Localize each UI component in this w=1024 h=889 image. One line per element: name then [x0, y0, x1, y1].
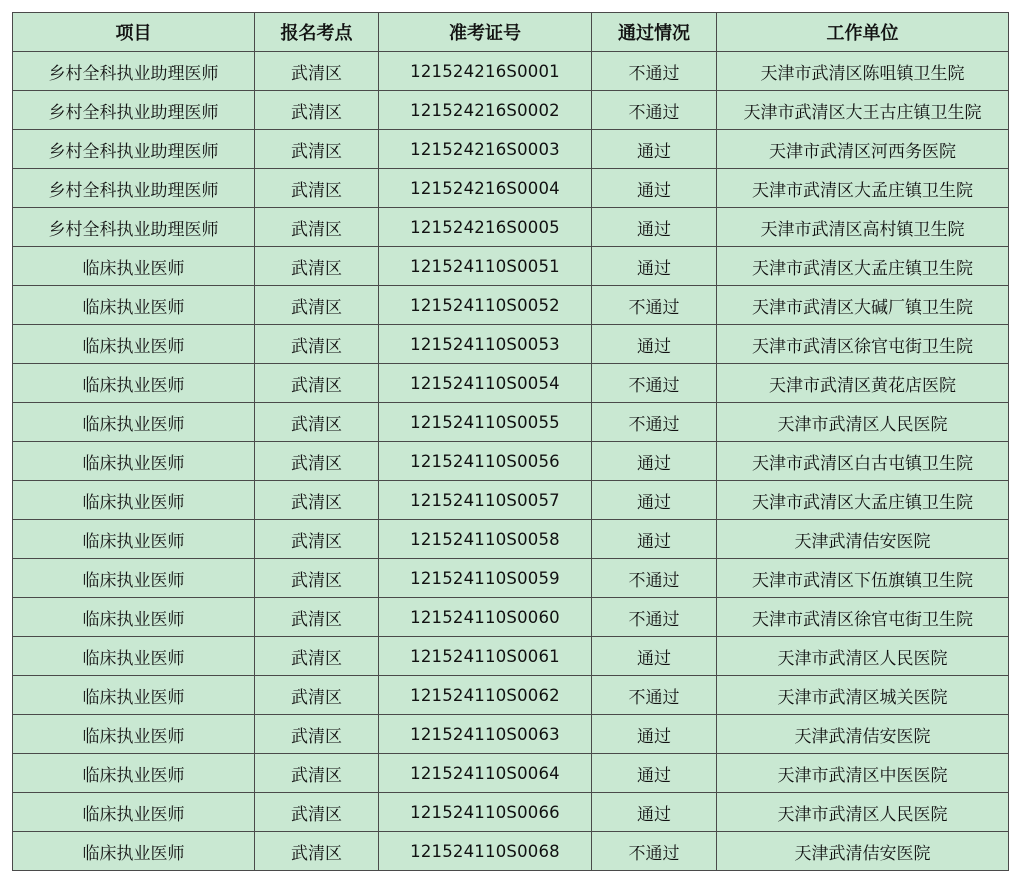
- cell-admission-number: 121524216S0001: [379, 52, 592, 91]
- cell-project: 临床执业医师: [13, 247, 255, 286]
- cell-project: 临床执业医师: [13, 598, 255, 637]
- table-row: [13, 364, 1009, 403]
- cell-pass-status: 不通过: [592, 598, 717, 637]
- cell-exam-site: 武清区: [255, 481, 379, 520]
- cell-project: 临床执业医师: [13, 754, 255, 793]
- table-row: [13, 676, 1009, 715]
- cell-exam-site: 武清区: [255, 754, 379, 793]
- cell-project: 临床执业医师: [13, 676, 255, 715]
- cell-work-unit: 天津市武清区河西务医院: [717, 130, 1009, 169]
- cell-pass-status: 通过: [592, 130, 717, 169]
- cell-admission-number: 121524110S0058: [379, 520, 592, 559]
- table-body: [13, 52, 1009, 871]
- cell-work-unit: 天津市武清区大孟庄镇卫生院: [717, 169, 1009, 208]
- cell-project: 临床执业医师: [13, 325, 255, 364]
- table-row: [13, 832, 1009, 871]
- exam-results-table: [12, 12, 1009, 871]
- table-row: [13, 91, 1009, 130]
- table-row: [13, 247, 1009, 286]
- cell-admission-number: 121524110S0051: [379, 247, 592, 286]
- table-row: [13, 403, 1009, 442]
- cell-work-unit: 天津武清佶安医院: [717, 715, 1009, 754]
- cell-admission-number: 121524110S0053: [379, 325, 592, 364]
- cell-pass-status: 通过: [592, 715, 717, 754]
- cell-exam-site: 武清区: [255, 442, 379, 481]
- cell-project: 临床执业医师: [13, 832, 255, 871]
- cell-project: 临床执业医师: [13, 793, 255, 832]
- cell-project: 临床执业医师: [13, 715, 255, 754]
- cell-pass-status: 不通过: [592, 91, 717, 130]
- table-row: [13, 52, 1009, 91]
- cell-pass-status: 不通过: [592, 52, 717, 91]
- cell-work-unit: 天津市武清区中医医院: [717, 754, 1009, 793]
- cell-project: 乡村全科执业助理医师: [13, 52, 255, 91]
- cell-admission-number: 121524110S0054: [379, 364, 592, 403]
- cell-exam-site: 武清区: [255, 676, 379, 715]
- cell-admission-number: 121524110S0061: [379, 637, 592, 676]
- cell-admission-number: 121524110S0062: [379, 676, 592, 715]
- cell-work-unit: 天津武清佶安医院: [717, 832, 1009, 871]
- cell-admission-number: 121524110S0064: [379, 754, 592, 793]
- cell-pass-status: 不通过: [592, 559, 717, 598]
- cell-work-unit: 天津市武清区大孟庄镇卫生院: [717, 481, 1009, 520]
- cell-pass-status: 不通过: [592, 676, 717, 715]
- cell-exam-site: 武清区: [255, 637, 379, 676]
- cell-project: 临床执业医师: [13, 559, 255, 598]
- cell-exam-site: 武清区: [255, 520, 379, 559]
- header-exam-site: 报名考点: [255, 13, 379, 52]
- table-row: [13, 793, 1009, 832]
- cell-pass-status: 不通过: [592, 286, 717, 325]
- cell-project: 临床执业医师: [13, 442, 255, 481]
- cell-work-unit: 天津市武清区下伍旗镇卫生院: [717, 559, 1009, 598]
- cell-project: 临床执业医师: [13, 364, 255, 403]
- cell-exam-site: 武清区: [255, 403, 379, 442]
- cell-pass-status: 通过: [592, 247, 717, 286]
- table-row: [13, 481, 1009, 520]
- cell-exam-site: 武清区: [255, 832, 379, 871]
- table-row: [13, 442, 1009, 481]
- cell-work-unit: 天津市武清区城关医院: [717, 676, 1009, 715]
- cell-pass-status: 不通过: [592, 403, 717, 442]
- cell-exam-site: 武清区: [255, 286, 379, 325]
- header-row: [13, 13, 1009, 52]
- cell-exam-site: 武清区: [255, 130, 379, 169]
- cell-project: 临床执业医师: [13, 520, 255, 559]
- cell-work-unit: 天津市武清区大孟庄镇卫生院: [717, 247, 1009, 286]
- cell-project: 乡村全科执业助理医师: [13, 208, 255, 247]
- cell-admission-number: 121524110S0066: [379, 793, 592, 832]
- cell-admission-number: 121524110S0055: [379, 403, 592, 442]
- cell-admission-number: 121524110S0060: [379, 598, 592, 637]
- table-row: [13, 325, 1009, 364]
- cell-work-unit: 天津市武清区大碱厂镇卫生院: [717, 286, 1009, 325]
- cell-admission-number: 121524110S0056: [379, 442, 592, 481]
- header-pass-status: 通过情况: [592, 13, 717, 52]
- table-row: [13, 130, 1009, 169]
- cell-work-unit: 天津市武清区白古屯镇卫生院: [717, 442, 1009, 481]
- cell-project: 临床执业医师: [13, 403, 255, 442]
- cell-project: 临床执业医师: [13, 637, 255, 676]
- cell-exam-site: 武清区: [255, 559, 379, 598]
- cell-exam-site: 武清区: [255, 793, 379, 832]
- cell-pass-status: 不通过: [592, 832, 717, 871]
- table-row: [13, 598, 1009, 637]
- cell-pass-status: 通过: [592, 520, 717, 559]
- cell-admission-number: 121524216S0005: [379, 208, 592, 247]
- table-row: [13, 286, 1009, 325]
- cell-admission-number: 121524216S0002: [379, 91, 592, 130]
- cell-admission-number: 121524110S0063: [379, 715, 592, 754]
- cell-admission-number: 121524216S0003: [379, 130, 592, 169]
- table-row: [13, 715, 1009, 754]
- cell-admission-number: 121524110S0057: [379, 481, 592, 520]
- cell-project: 乡村全科执业助理医师: [13, 91, 255, 130]
- results-table-container: [12, 12, 1008, 871]
- cell-work-unit: 天津市武清区陈咀镇卫生院: [717, 52, 1009, 91]
- cell-pass-status: 通过: [592, 754, 717, 793]
- cell-work-unit: 天津市武清区人民医院: [717, 793, 1009, 832]
- header-admission-number: 准考证号: [379, 13, 592, 52]
- cell-exam-site: 武清区: [255, 247, 379, 286]
- table-row: [13, 520, 1009, 559]
- table-row: [13, 559, 1009, 598]
- table-row: [13, 169, 1009, 208]
- cell-work-unit: 天津市武清区大王古庄镇卫生院: [717, 91, 1009, 130]
- table-row: [13, 754, 1009, 793]
- cell-project: 乡村全科执业助理医师: [13, 130, 255, 169]
- cell-pass-status: 通过: [592, 169, 717, 208]
- cell-exam-site: 武清区: [255, 52, 379, 91]
- cell-pass-status: 通过: [592, 325, 717, 364]
- cell-pass-status: 通过: [592, 637, 717, 676]
- table-row: [13, 637, 1009, 676]
- header-work-unit: 工作单位: [717, 13, 1009, 52]
- cell-project: 临床执业医师: [13, 481, 255, 520]
- cell-admission-number: 121524110S0059: [379, 559, 592, 598]
- cell-exam-site: 武清区: [255, 91, 379, 130]
- cell-pass-status: 通过: [592, 442, 717, 481]
- cell-project: 乡村全科执业助理医师: [13, 169, 255, 208]
- cell-pass-status: 通过: [592, 793, 717, 832]
- cell-work-unit: 天津武清佶安医院: [717, 520, 1009, 559]
- header-project: 项目: [13, 13, 255, 52]
- cell-work-unit: 天津市武清区黄花店医院: [717, 364, 1009, 403]
- cell-admission-number: 121524110S0068: [379, 832, 592, 871]
- cell-admission-number: 121524110S0052: [379, 286, 592, 325]
- cell-work-unit: 天津市武清区徐官屯街卫生院: [717, 325, 1009, 364]
- cell-work-unit: 天津市武清区徐官屯街卫生院: [717, 598, 1009, 637]
- cell-project: 临床执业医师: [13, 286, 255, 325]
- table-header: [13, 13, 1009, 52]
- cell-work-unit: 天津市武清区高村镇卫生院: [717, 208, 1009, 247]
- cell-exam-site: 武清区: [255, 598, 379, 637]
- cell-admission-number: 121524216S0004: [379, 169, 592, 208]
- cell-work-unit: 天津市武清区人民医院: [717, 403, 1009, 442]
- cell-exam-site: 武清区: [255, 325, 379, 364]
- table-row: [13, 208, 1009, 247]
- cell-exam-site: 武清区: [255, 364, 379, 403]
- cell-pass-status: 不通过: [592, 364, 717, 403]
- cell-exam-site: 武清区: [255, 715, 379, 754]
- cell-pass-status: 通过: [592, 208, 717, 247]
- cell-pass-status: 通过: [592, 481, 717, 520]
- cell-exam-site: 武清区: [255, 208, 379, 247]
- cell-exam-site: 武清区: [255, 169, 379, 208]
- cell-work-unit: 天津市武清区人民医院: [717, 637, 1009, 676]
